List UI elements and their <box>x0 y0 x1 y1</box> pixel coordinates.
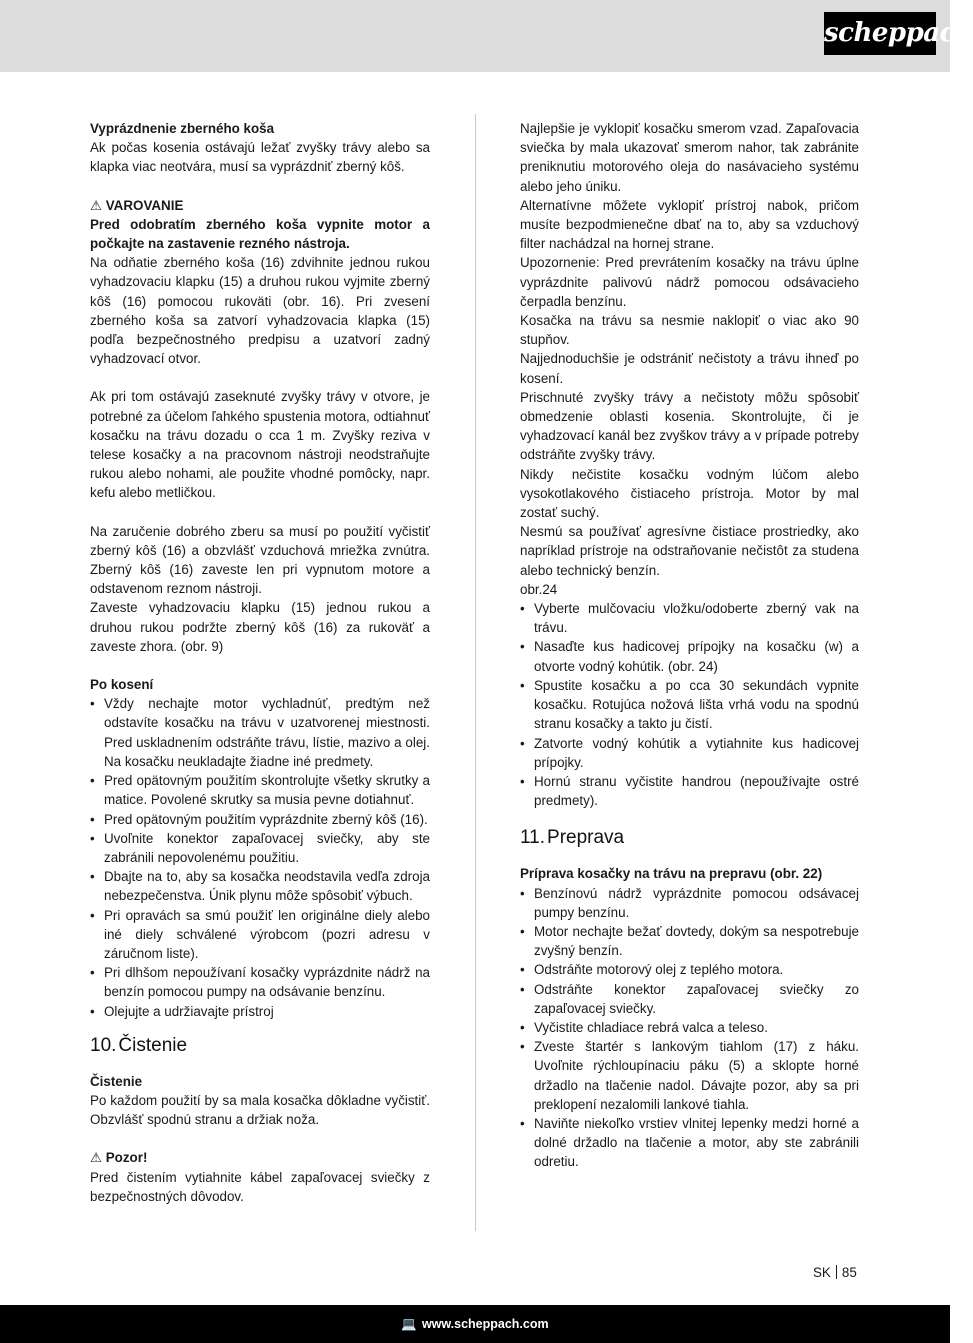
transport-list <box>520 884 859 1172</box>
warning-heading <box>90 196 430 215</box>
header-band <box>0 0 950 72</box>
page-language: SK <box>813 1265 831 1280</box>
scheppach-logo: scheppach <box>824 12 936 55</box>
simple-cleaning-text: Najjednoduchšie je odstrániť nečistoty a trávu ihneď po kosení. <box>520 351 859 386</box>
after-mowing-list <box>90 694 430 1020</box>
left-column <box>90 119 430 1206</box>
list-item: • Pri opravách sa smú použiť len originálne diely alebo iné diely schválené výrobcom (pozri adresu v záručnom liste). <box>90 906 430 964</box>
footer-bar <box>0 1305 950 1343</box>
cleaning-heading: Čistenie <box>90 1073 143 1089</box>
column-divider <box>475 114 476 1231</box>
section-11-title: Preprava <box>547 827 625 849</box>
washing-list <box>520 599 859 810</box>
alternative-text: Alternatívne môžete vyklopiť prístroj nabok, pričom musíte bezpodmienečne dbať na to, aby sa vzduchový filter nachádzal na hornej strane. <box>520 197 859 252</box>
list-item: • Pred opätovným použitím vyprázdnite zberný kôš (16). <box>90 810 430 829</box>
after-mowing-heading: Po kosení <box>90 677 154 693</box>
tilt-text: Najlepšie je vyklopiť kosačku smerom vzad. Zapaľovacia sviečka by mala ukazovať smerom nahor, tak zabránite preniknutiu motorového oleja do nasávacieho systému alebo jeho úniku. <box>520 121 859 194</box>
list-item: • Vyčistite chladiace rebrá valca a teleso. <box>520 1018 859 1037</box>
transport-heading: Príprava kosačky na trávu na prepravu (obr. 22) <box>520 866 823 882</box>
collect-text-2: Zaveste vyhadzovaciu klapku (15) jednou rukou a druhou rukou podržte zberný kôš (16) za rukoväť a zaveste zhora. (obr. 9) <box>90 600 430 654</box>
section-10-heading <box>90 1034 430 1058</box>
list-item: • Zatvorte vodný kohútik a vytiahnite kus hadicovej prípojky. <box>520 734 859 772</box>
list-item: • Naviňte niekoľko vrstiev vlnitej lepenky medzi horné a dolné držadlo na tlačenie a motor, aby ste zabránili odretiu. <box>520 1114 859 1172</box>
list-item: • Motor nechajte bežať dovtedy, dokým sa nespotrebuje zvyšný benzín. <box>520 922 859 960</box>
list-item: • Vždy nechajte motor vychladnúť, predtým než odstavíte kosačku na trávu v uzatvorenej miestnosti. Pred uskladnením odstráňte trávu, lístie, mazivo a olej. Na kosačku neukladajte žiadne iné predmety. <box>90 694 430 771</box>
section-10-number: 10. <box>90 1034 117 1056</box>
empty-basket-heading: Vyprázdnenie zberného koša <box>90 121 275 136</box>
warning-text: Na odňatie zberného koša (16) zdvihnite jednou rukou vyhadzovaciu klapku (15) a druhou rukou vyjmite zberný kôš (16) pomocou rukoväti (obr. 16). Pri zvesení zberného koša sa zatvorí vyhadzovacia klapka (15) podľa bezpečnostného predpisu a uzatvorí zadný vyhadzovací otvor. <box>90 255 430 367</box>
note-text: Upozornenie: Pred prevrátením kosačky na trávu úplne vyprázdnite palivovú nádrž pomocou odsávacieho čerpadla benzínu. <box>520 255 859 309</box>
section-10-title: Čistenie <box>118 1034 188 1056</box>
section-11-number: 11. <box>520 827 546 849</box>
list-item: • Pred opätovným použitím skontrolujte všetky skrutky a matice. Povolené skrutky sa musia pevne dotiahnuť. <box>90 771 430 809</box>
caution-title: Pozor! <box>105 1150 148 1166</box>
list-item: • Pri dlhšom nepoužívaní kosačky vyprázdnite nádrž na benzín pomocou pumpy na odsávanie benzínu. <box>90 963 430 1001</box>
footer-url[interactable]: www.scheppach.com <box>421 1317 549 1331</box>
list-item: • Benzínovú nádrž vyprázdnite pomocou odsávacej pumpy benzínu. <box>520 884 859 922</box>
stuck-grass-text: Ak pri tom ostávajú zaseknuté zvyšky trávy v otvore, je potrebné za účelom ľahkého spustenia motora, odtiahnuť kosačku na trávu dozadu o cca 1 m. Zvyšky reziva v telese kosačky a na pracovnom nástroji neodstraňujte rukou alebo nohami, ale použite vhodné pomôcky, napr. kefu alebo metličkou. <box>90 389 430 501</box>
cleaning-text: Po každom použití by sa mala kosačka dôkladne vyčistiť. Obzvlášť spodnú stranu a držiak noža. <box>90 1092 430 1128</box>
page-number-value: 85 <box>841 1265 857 1280</box>
empty-basket-text: Ak počas kosenia ostávajú ležať zvyšky trávy alebo sa klapka viac neotvára, musí sa vyprázdniť zberný kôš. <box>90 140 430 175</box>
collect-text-1: Na zaručenie dobrého zberu sa musí po použití vyčistiť zberný kôš (16) a obzvlášť vzduchová mriežka zvnútra. Zberný kôš (16) zaveste len pri vypnutom motore a odstavenom reznom nástroji. <box>90 523 430 597</box>
list-item: • Odstráňte motorový olej z teplého motora. <box>520 960 859 979</box>
warning-triangle-icon: ⚠ <box>90 197 103 213</box>
right-column <box>520 119 859 1172</box>
list-item: • Dbajte na to, aby sa kosačka neodstavila vedľa zdroja nebezpečenstva. Únik plynu môže spôsobiť výbuch. <box>90 867 430 905</box>
list-item: • Uvoľnite konektor zapaľovacej sviečky, aby ste zabránili nepovolenému použitiu. <box>90 829 430 867</box>
list-item: • Nasaďte kus hadicovej prípojky na kosačku (w) a otvorte vodný kohútik. (obr. 24) <box>520 637 859 675</box>
aggressive-agent-text: Nesmú sa používať agresívne čistiace prostriedky, ako napríklad prístroje na odstraňovanie nečistôt za studena alebo technický benzín. <box>520 524 859 578</box>
list-item: • Olejujte a udržiavajte prístroj <box>90 1002 430 1021</box>
list-item: • Hornú stranu vyčistite handrou (nepoužívajte ostré predmety). <box>520 772 859 810</box>
page-number <box>813 1265 857 1280</box>
caution-heading <box>90 1148 430 1167</box>
monitor-icon: 💻 <box>401 1317 417 1331</box>
list-item: • Odstráňte konektor zapaľovacej sviečky zo zapaľovacej sviečky. <box>520 980 859 1018</box>
warning-title: VAROVANIE <box>105 197 184 213</box>
dirt-text: Prischnuté zvyšky trávy a nečistoty môžu spôsobiť obmedzenie oblasti kosenia. Skontrolujte, či je vyhadzovací kanál bez zvyškov trávy a v prípade potreby odstráňte zvyšky trávy. <box>520 389 859 463</box>
figure-label: obr.24 <box>520 581 558 597</box>
list-item: • Spustite kosačku a po cca 30 sekundách vypnite kosačku. Rotujúca nožová lišta vrhá vodu na spodnú stranu kosačky a takto ju čistí. <box>520 676 859 734</box>
warning-bold-text: Pred odobratím zberného koša vypnite motor a počkajte na zastavenie rezného nástroja. <box>90 216 430 252</box>
caution-text: Pred čistením vytiahnite kábel zapaľovacej sviečky z bezpečnostných dôvodov. <box>90 1169 430 1204</box>
water-jet-text: Nikdy nečistite kosačku vodným lúčom alebo vysokotlakového čistiaceho prístroja. Motor by mal zostať suchý. <box>520 466 859 521</box>
list-item: • Zveste štartér s lankovým tiahlom (17) z háku. Uvoľnite rýchloupínaciu páku (5) a sklopte horné držadlo na tlačenie nadol. Dávajte pozor, aby sa pri preklopení nezalomili lankové tiahla. <box>520 1037 859 1114</box>
max-tilt-text: Kosačka na trávu sa nesmie naklopiť o viac ako 90 stupňov. <box>520 313 859 348</box>
warning-triangle-icon: ⚠ <box>90 1150 103 1166</box>
page-number-separator <box>836 1265 837 1279</box>
section-11-heading <box>520 826 859 850</box>
list-item: • Vyberte mulčovaciu vložku/odoberte zberný vak na trávu. <box>520 599 859 637</box>
